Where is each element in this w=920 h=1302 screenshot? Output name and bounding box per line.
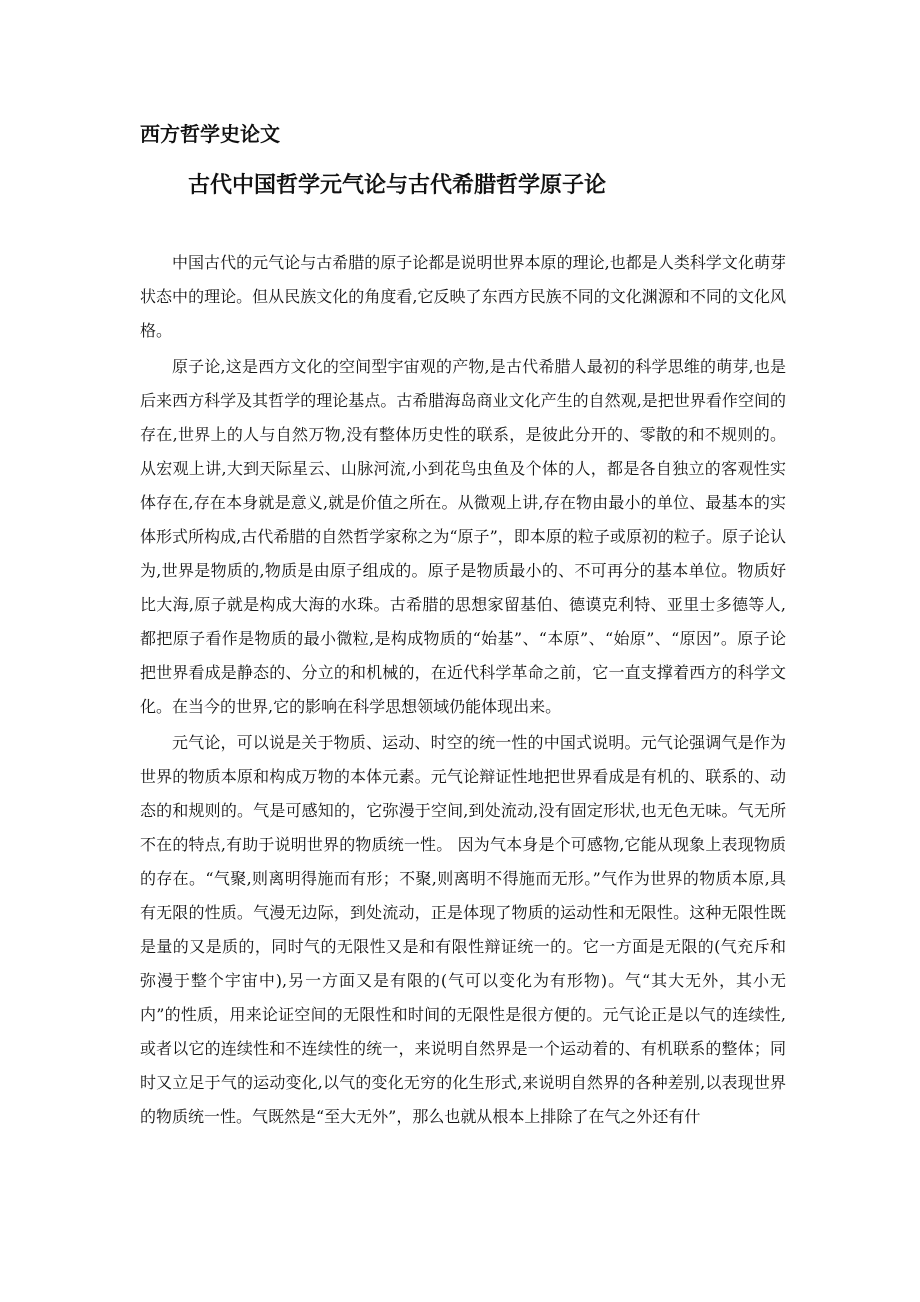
paragraph-atomism: 原子论,这是西方文化的空间型宇宙观的产物,是古代希腊人最初的科学思维的萌芽,也是后来西方科学及其哲学的理论基点。古希腊海岛商业文化产生的自然观,是把世界看作空间的存在,世界上的人与自然万物,没有整体历史性的联系，是彼此分开的、零散的和不规则的。从宏观上讲,大到天际星云、山脉河流,小到花鸟虫鱼及个体的人，都是各自独立的客观性实体存在,存在本身就是意义,就是价值之所在。从微观上讲,存在物由最小的单位、最基本的实体形式所构成,古代希腊的自然哲学家称之为“原子”，即本原的粒子或原初的粒子。原子论认为,世界是物质的,物质是由原子组成的。原子是物质最小的、不可再分的基本单位。物质好比大海,原子就是构成大海的水珠。古希腊的思想家留基伯、德谟克利特、亚里士多德等人,都把原子看作是物质的最小微粒,是构成物质的“始基”、“本原”、“始原”、“原因”。原子论把世界看成是静态的、分立的和机械的，在近代科学革命之前，它一直支撑着西方的科学文化。在当今的世界,它的影响在科学思想领域仍能体现出来。 xyxy=(140,357,786,716)
document-body xyxy=(140,246,786,1136)
document-header: 西方哲学史论文 xyxy=(140,122,280,146)
paragraph-qi-theory: 元气论，可以说是关于物质、运动、时空的统一性的中国式说明。元气论强调气是作为世界的物质本原和构成万物的本体元素。元气论辩证性地把世界看成是有机的、联系的、动态的和规则的。气是可感知的，它弥漫于空间,到处流动,没有固定形状,也无色无味。气无所不在的特点,有助于说明世界的物质统一性。 因为气本身是个可感物,它能从现象上表现物质的存在。“气聚,则离明得施而有形；不聚,则离明不得施而无形。”气作为世界的物质本原,具有无限的性质。气漫无边际，到处流动，正是体现了物质的运动性和无限性。这种无限性既是量的又是质的，同时气的无限性又是和有限性辩证统一的。它一方面是无限的(气充斥和弥漫于整个宇宙中),另一方面又是有限的(气可以变化为有形物)。气“其大无外，其小无内”的性质，用来论证空间的无限性和时间的无限性是很方便的。元气论正是以气的连续性,或者以它的连续性和不连续性的统一，来说明自然界是一个运动着的、有机联系的整体；同时又立足于气的运动变化,以气的变化无穷的化生形式,来说明自然界的各种差别,以表现世界的物质统一性。气既然是“至大无外”，那么也就从根本上排除了在气之外还有什 xyxy=(140,733,786,1126)
paragraph-intro: 中国古代的元气论与古希腊的原子论都是说明世界本原的理论,也都是人类科学文化萌芽状态中的理论。但从民族文化的角度看,它反映了东西方民族不同的文化渊源和不同的文化风格。 xyxy=(140,253,786,340)
document-title: 古代中国哲学元气论与古代希腊哲学原子论 xyxy=(188,173,607,198)
